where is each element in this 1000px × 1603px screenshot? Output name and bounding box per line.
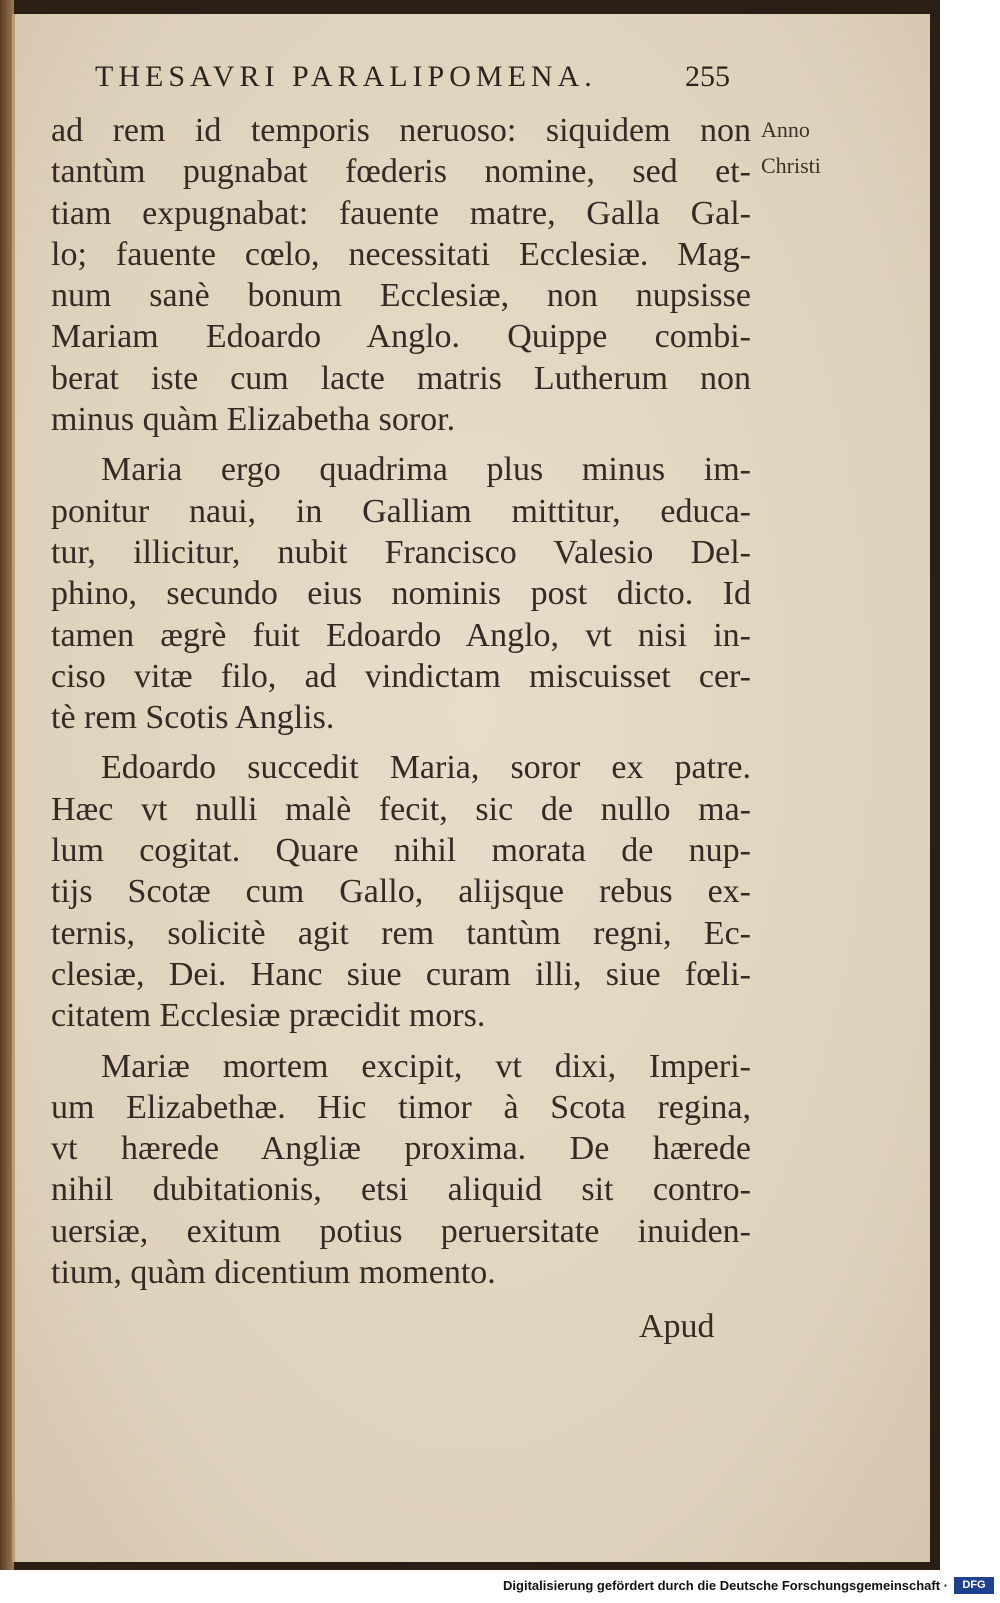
running-head bbox=[15, 60, 930, 100]
text-line: ternis, solicitè agit rem tantùm regni, Ec- bbox=[51, 914, 751, 952]
text-line: Hæc vt nulli malè fecit, sic de nullo ma- bbox=[51, 790, 751, 828]
text-line: uersiæ, exitum potius peruersitate inuiden- bbox=[51, 1212, 751, 1250]
text-line: ponitur naui, in Galliam mittitur, educa- bbox=[51, 492, 751, 530]
text-line: tiam expugnabat: fauente matre, Galla Gal- bbox=[51, 194, 751, 232]
text-line: tium, quàm dicentium momento. bbox=[51, 1254, 496, 1292]
text-line: minus quàm Elizabetha soror. bbox=[51, 401, 456, 439]
text-line: Mariam Edoardo Anglo. Quippe combi- bbox=[51, 318, 751, 356]
marginal-note bbox=[761, 112, 861, 184]
running-title: THESAVRI PARALIPOMENA. bbox=[95, 60, 597, 93]
digitization-footer bbox=[0, 1572, 1000, 1603]
text-line: lo; fauente cœlo, necessitati Ecclesiæ. Mag- bbox=[51, 235, 751, 273]
book-page bbox=[12, 14, 930, 1562]
text-line: clesiæ, Dei. Hanc siue curam illi, siue fœli- bbox=[51, 955, 751, 993]
text-line: Edoardo succedit Maria, soror ex patre. bbox=[101, 749, 751, 787]
paragraph-2 bbox=[51, 449, 751, 738]
text-line: ad rem id temporis neruoso: siquidem non bbox=[51, 112, 751, 149]
text-line: tantùm pugnabat fœderis nomine, sed et- bbox=[51, 153, 751, 191]
catchword: Apud bbox=[639, 1308, 715, 1345]
funding-credit: Digitalisierung gefördert durch die Deutsche Forschungsgemeinschaft · bbox=[503, 1578, 948, 1593]
paragraph-1 bbox=[51, 110, 751, 440]
paragraph-3 bbox=[51, 747, 751, 1036]
paragraph-4 bbox=[51, 1046, 751, 1294]
dfg-logo-icon: DFG bbox=[954, 1577, 994, 1594]
marginal-note-line: Christi bbox=[761, 153, 821, 178]
text-line: Mariæ mortem excipit, vt dixi, Imperi- bbox=[101, 1047, 751, 1085]
text-line: phino, secundo eius nominis post dicto. Id bbox=[51, 575, 751, 613]
text-line: citatem Ecclesiæ præcidit mors. bbox=[51, 997, 486, 1035]
text-line: ciso vitæ filo, ad vindictam miscuisset cer- bbox=[51, 657, 751, 695]
text-line: num sanè bonum Ecclesiæ, non nupsisse bbox=[51, 277, 751, 315]
text-line: Maria ergo quadrima plus minus im- bbox=[101, 451, 751, 489]
text-line: um Elizabethæ. Hic timor à Scota regina, bbox=[51, 1088, 751, 1126]
main-text bbox=[51, 110, 751, 1302]
text-line: vt hærede Angliæ proxima. De hærede bbox=[51, 1130, 751, 1168]
text-line: nihil dubitationis, etsi aliquid sit contro- bbox=[51, 1171, 751, 1209]
text-line: tur, illicitur, nubit Francisco Valesio Del- bbox=[51, 533, 751, 571]
text-line: lum cogitat. Quare nihil morata de nup- bbox=[51, 832, 751, 870]
marginal-note-line: Anno bbox=[761, 117, 810, 142]
text-line: berat iste cum lacte matris Lutherum non bbox=[51, 359, 751, 397]
text-line: tamen ægrè fuit Edoardo Anglo, vt nisi in- bbox=[51, 616, 751, 654]
text-line: tijs Scotæ cum Gallo, alijsque rebus ex- bbox=[51, 873, 751, 911]
text-line: tè rem Scotis Anglis. bbox=[51, 699, 335, 737]
page-number: 255 bbox=[685, 60, 730, 93]
